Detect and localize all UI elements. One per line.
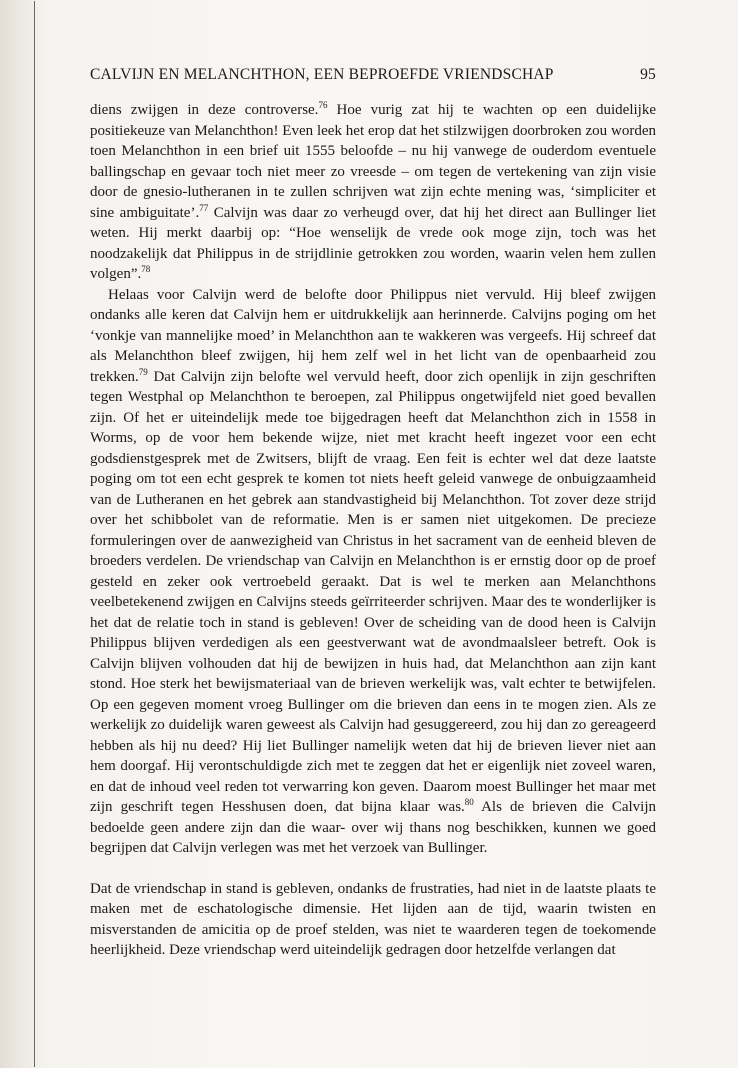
footnote-ref: 80 (464, 797, 474, 807)
page-header (90, 66, 656, 88)
footnote-ref: 79 (138, 366, 148, 377)
page-number: 95 (640, 66, 656, 83)
paragraph-text: Hoe vurig zat hij te wachten op een duidelijke positiekeuze van Melanchthon! Even leek het erop dat het stilzwijgen doorbroken zou worden toen Melanchthon in een brief uit 1555 beloofde – nu hij vanwege de ouderdom eventuele ballingschap en gevaar toch niet meer zo vreesde – om tegen de vertekening van zijn visie door de gnesio-lutheranen in te zullen schrijven wat zijn echte mening was, ‘simpliciter et sine ambiguitate’. (90, 102, 656, 221)
paragraph-text: Dat Calvijn zijn belofte wel vervuld heeft, door zich openlijk in zijn geschriften tegen Westphal op Melanchthon te beroepen, zal Philippus ongetwijfeld niet goed bevallen zijn. Of het er uiteindelijk mede toe bijgedragen heeft dat Melanchthon zich in 1558 in Worms, op de voor hem bekende wijze, niet met kracht heeft ingezet voor een echt godsdienstgesprek met de Zwitsers, blijft de vraag. Een feit is echter wel dat deze laatste poging om tot een echt gesprek te komen tot niets heeft geleid vanwege de onbuigzaamheid van de Lutheranen en het gebrek aan standvastigheid bij Melanchthon. Tot zover deze strijd over het schibbolet van de reformatie. Men is er samen niet uitgekomen. De precieze formuleringen over de aanwezigheid van Christus in het sacrament van de eenheid bleven de broeders verdelen. De vriendschap van Calvijn en Melanchthon is er ernstig door op de proef gesteld en zeker ook vertroebeld geraakt. Dat is wel te merken aan Melanchthons veelbetekenend zwijgen en Calvijns steeds geïrriteerder schrijven. Maar des te wonderlijker is het dat de relatie toch in stand is gebleven! Over de scheiding van de dood heen is Calvijn Philippus blijven verdedigen als een geestverwant wat de avondmaalsleer betreft. Ook is Calvijn blijven volhouden dat hij de bewijzen in huis had, dat Melanchthon aan zijn kant stond. Hoe sterk het bewijsmateriaal van de brieven werkelijk was, valt echter te betwijfelen. Op een gegeven moment vroeg Bullinger om die brieven dan eens in te mogen zien. Als ze werkelijk zo duidelijk waren geweest als Calvijn had gesuggereerd, zou hij dan zo gereageerd hebben als hij nu deed? Hij liet Bullinger namelijk weten dat hij de brieven liever niet aan hem doorgaf. Hij verontschuldigde zich met te zeggen dat het er eigenlijk niet zoveel waren, en dat de inhoud veel reden tot verwarring kon geven. Daarom moest Bullinger het maar met zijn geschrift tegen Hesshusen doen, dat bijna klaar was. (90, 368, 656, 815)
paragraph-text: Helaas voor Calvijn werd de belofte door Philippus niet vervuld. Hij bleef zwijgen ondanks alle keren dat Calvijn hem er uitdrukkelijk aan herinnerde. Calvijns poging om het ‘vonkje van mannelijke moed’ in Melanchthon aan te wakkeren was vergeefs. Hij schreef dat als Melanchthon bleef zwijgen, hij hem zelf wel in het licht van de openbaarheid zou trekken. (90, 286, 656, 385)
paragraph-text: Als de brieven die Calvijn bedoelde geen andere zijn dan die waar- over wij thans nog beschikken, kunnen we goed begrijpen dat Calvijn verlegen was met het verzoek van Bullinger. (90, 799, 656, 856)
paragraph-text: diens zwijgen in deze controverse. (90, 102, 319, 118)
paragraph-text: Dat de vriendschap in stand is gebleven, ondanks de frustraties, had niet in de laatste plaats te maken met de eschatologische dimensie. Het lijden aan de tijd, waarin twisten en misverstanden de amicitia op de proef stelden, was niet te waarderen tegen de toekomende heerlijkheid. Deze vriendschap werd uiteindelijk gedragen door hetzelfde verlangen dat (90, 880, 656, 958)
footnote-ref: 78 (141, 264, 151, 274)
running-head: CALVIJN EN MELANCHTHON, EEN BEPROEFDE VRIENDSCHAP (90, 66, 554, 83)
body-text (90, 100, 656, 961)
paragraph (90, 285, 656, 859)
gutter-shadow (0, 0, 44, 1068)
paragraph-text: Calvijn was daar zo verheugd over, dat hij het direct aan Bullinger liet weten. Hij merkt daarbij op: “Hoe wenselijk de vrede ook moge zijn, toch was het noodzakelijk dat Philippus in de strijdlinie getrokken zou worden, waarin velen hem zullen volgen”. (90, 204, 657, 282)
footnote-ref: 76 (318, 100, 328, 110)
paragraph (90, 879, 656, 961)
footnote-ref: 77 (199, 202, 209, 213)
paragraph (90, 100, 656, 285)
scan-edge-line (34, 1, 35, 1067)
